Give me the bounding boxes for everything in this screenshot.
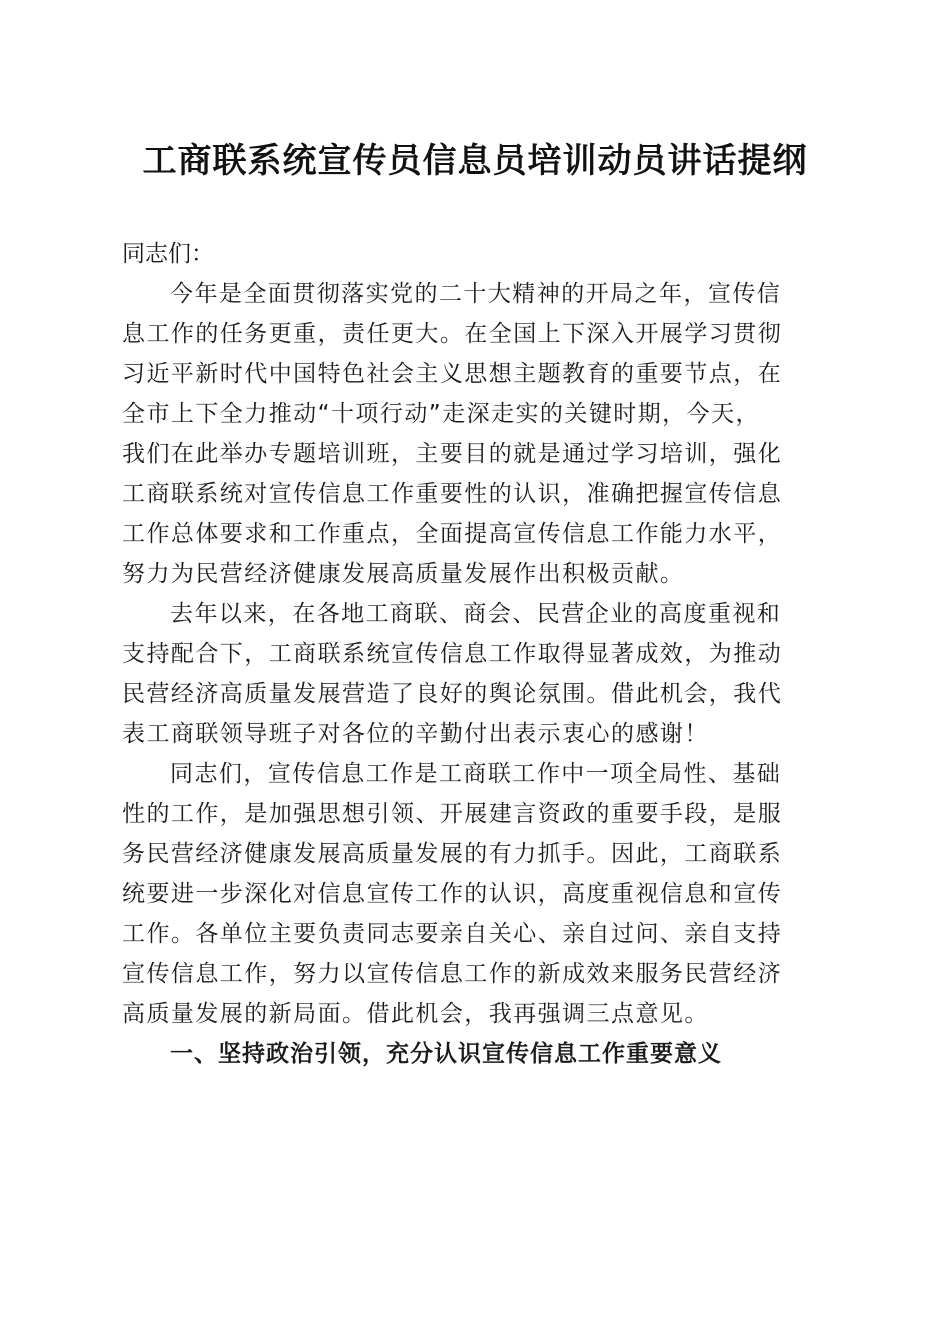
paragraph-3 [122, 754, 822, 1034]
paragraph-line: 工商联系统对宣传信息工作重要性的认识，准确把握宣传信息 [122, 481, 783, 507]
document-body [122, 234, 822, 1074]
paragraph-line: 支持配合下，工商联系统宣传信息工作取得显著成效，为推动 [122, 641, 783, 667]
paragraph-line: 务民营经济健康发展高质量发展的有力抓手。因此，工商联系 [122, 841, 783, 867]
paragraph-line: 今年是全面贯彻落实党的二十大精神的开局之年，宣传信 [170, 281, 782, 307]
paragraph-line: 高质量发展的新局面。借此机会，我再强调三点意见。 [122, 1001, 709, 1027]
paragraph-line: 我们在此举办专题培训班，主要目的就是通过学习培训，强化 [122, 441, 783, 467]
document-title: 工商联系统宣传员信息员培训动员讲话提纲 [142, 141, 808, 181]
paragraph-line: 统要进一步深化对信息宣传工作的认识，高度重视信息和宣传 [122, 881, 783, 907]
salutation: 同志们： [122, 241, 214, 267]
paragraph-2 [122, 594, 822, 754]
paragraph-line: 性的工作，是加强思想引领、开展建言资政的重要手段，是服 [122, 801, 783, 827]
paragraph-line: 民营经济高质量发展营造了良好的舆论氛围。借此机会，我代 [122, 681, 783, 707]
paragraph-line: 习近平新时代中国特色社会主义思想主题教育的重要节点，在 [122, 361, 783, 387]
paragraph-line: 去年以来，在各地工商联、商会、民营企业的高度重视和 [170, 601, 782, 627]
paragraph-line: 同志们，宣传信息工作是工商联工作中一项全局性、基础 [170, 761, 782, 787]
paragraph-line: 表工商联领导班子对各位的辛勤付出表示衷心的感谢！ [122, 721, 709, 747]
paragraph-line: 宣传信息工作，努力以宣传信息工作的新成效来服务民营经济 [122, 961, 783, 987]
paragraph-line: 全市上下全力推动“十项行动”走深走实的关键时期，今天， [122, 401, 760, 427]
paragraph-line: 工作。各单位主要负责同志要亲自关心、亲自过问、亲自支持 [122, 921, 783, 947]
section-heading: 一、坚持政治引领，充分认识宣传信息工作重要意义 [170, 1041, 722, 1067]
paragraph-1 [122, 274, 822, 594]
paragraph-line: 息工作的任务更重，责任更大。在全国上下深入开展学习贯彻 [122, 321, 783, 347]
paragraph-line: 工作总体要求和工作重点，全面提高宣传信息工作能力水平， [122, 521, 783, 547]
paragraph-line: 努力为民营经济健康发展高质量发展作出积极贡献。 [122, 561, 685, 587]
